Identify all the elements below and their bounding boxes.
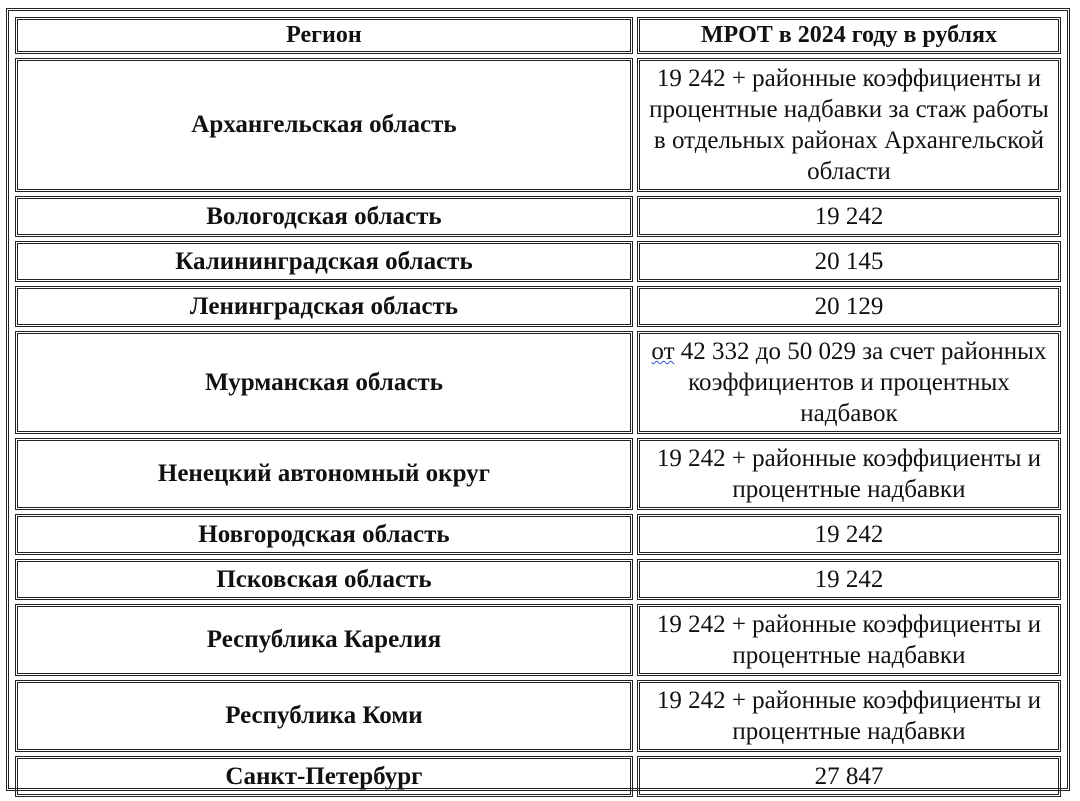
table-row: [15, 241, 1061, 282]
mrot-value-cell: 19 242 + районные коэффициенты и процентные надбавки: [637, 438, 1061, 510]
mrot-value-cell: 19 242: [637, 514, 1061, 555]
mrot-value-cell: 19 242 + районные коэффициенты и процентные надбавки: [637, 680, 1061, 752]
mrot-value-cell: [637, 331, 1061, 434]
mrot-value-cell: 19 242 + районные коэффициенты и процентные надбавки: [637, 604, 1061, 676]
mrot-value-cell: 19 242: [637, 559, 1061, 600]
mrot-table: [11, 13, 1065, 801]
table-row: [15, 438, 1061, 510]
table-row: [15, 756, 1061, 797]
region-cell: Санкт-Петербург: [15, 756, 633, 797]
region-cell: Республика Карелия: [15, 604, 633, 676]
mrot-value-cell: 20 145: [637, 241, 1061, 282]
header-region: Регион: [15, 17, 633, 54]
region-cell: Архангельская область: [15, 58, 633, 192]
region-cell: Ненецкий автономный округ: [15, 438, 633, 510]
table-row: [15, 58, 1061, 192]
table-row: [15, 196, 1061, 237]
region-cell: Псковская область: [15, 559, 633, 600]
region-cell: Калининградская область: [15, 241, 633, 282]
spellcheck-underlined-word: от: [651, 338, 675, 365]
region-cell: Мурманская область: [15, 331, 633, 434]
table-row: [15, 514, 1061, 555]
mrot-table-frame: [6, 8, 1070, 791]
region-cell: Новгородская область: [15, 514, 633, 555]
region-cell: Ленинградская область: [15, 286, 633, 327]
table-row: [15, 286, 1061, 327]
region-cell: Вологодская область: [15, 196, 633, 237]
header-mrot-value: МРОТ в 2024 году в рублях: [637, 17, 1061, 54]
mrot-value-text: 42 332 до 50 029 за счет районных коэффициентов и процентных надбавок: [674, 338, 1047, 427]
mrot-value-cell: 27 847: [637, 756, 1061, 797]
table-row: [15, 680, 1061, 752]
table-row: [15, 604, 1061, 676]
table-row: [15, 331, 1061, 434]
mrot-value-cell: 19 242 + районные коэффициенты и процентные надбавки за стаж работы в отдельных районах Архангельской области: [637, 58, 1061, 192]
mrot-value-cell: 19 242: [637, 196, 1061, 237]
region-cell: Республика Коми: [15, 680, 633, 752]
mrot-value-cell: 20 129: [637, 286, 1061, 327]
table-header-row: [15, 17, 1061, 54]
table-row: [15, 559, 1061, 600]
